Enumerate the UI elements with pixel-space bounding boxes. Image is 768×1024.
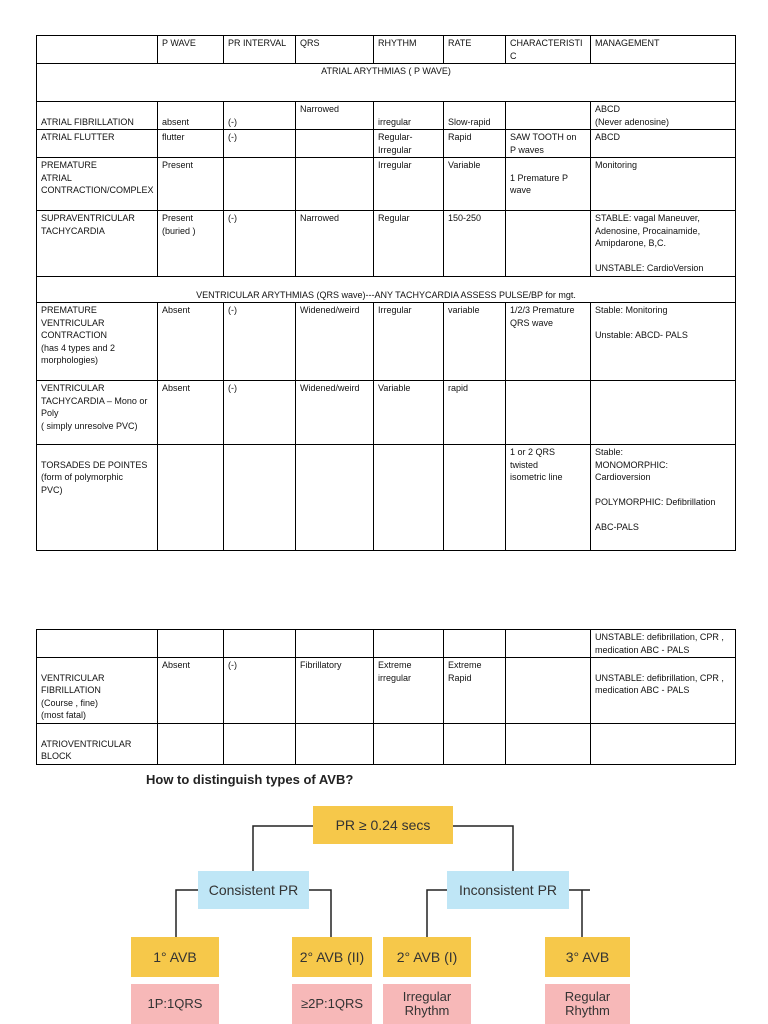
table-cell: Present bbox=[158, 158, 224, 211]
table-cell: Irregular bbox=[374, 303, 444, 381]
header-rate: RATE bbox=[444, 36, 506, 64]
table-cell: Fibrillatory bbox=[296, 658, 374, 724]
table-cell: Variable bbox=[374, 381, 444, 445]
table-cell: irregular bbox=[374, 102, 444, 130]
table-cell: (-) bbox=[224, 130, 296, 158]
table-cell: ABCD bbox=[591, 130, 736, 158]
table-cell: VENTRICULAR TACHYCARDIA – Mono or Poly ( simply unresolve PVC) bbox=[37, 381, 158, 445]
table-cell: flutter bbox=[158, 130, 224, 158]
avb-inconsistent-pr-node: Inconsistent PR bbox=[447, 871, 569, 909]
table-cell: Widened/weird bbox=[296, 303, 374, 381]
table-cell: ABCD (Never adenosine) bbox=[591, 102, 736, 130]
table-cell: Extreme Rapid bbox=[444, 658, 506, 724]
table-cell: SAW TOOTH on P waves bbox=[506, 130, 591, 158]
table-cell: (-) bbox=[224, 658, 296, 724]
table-cell: Stable: Monitoring Unstable: ABCD- PALS bbox=[591, 303, 736, 381]
table-cell: Narrowed bbox=[296, 211, 374, 277]
avb-diagram-title: How to distinguish types of AVB? bbox=[146, 772, 354, 787]
table-cell: Rapid bbox=[444, 130, 506, 158]
avb-second-degree-type1-node: 2° AVB (I) bbox=[383, 937, 471, 977]
avb-third-degree-note: Regular Rhythm bbox=[545, 984, 630, 1024]
table-cell: Regular- Irregular bbox=[374, 130, 444, 158]
table-cell: Stable: MONOMORPHIC: Cardioversion POLYMORPHIC: Defibrillation ABC-PALS bbox=[591, 445, 736, 551]
table-cell: Monitoring bbox=[591, 158, 736, 211]
table-cell: UNSTABLE: defibrillation, CPR , medication ABC - PALS bbox=[591, 658, 736, 724]
table-cell: Narrowed bbox=[296, 102, 374, 130]
section-atrial-title: ATRIAL ARYTHMIAS ( P WAVE) bbox=[37, 64, 736, 102]
table-cell: VENTRICULAR FIBRILLATION (Course , fine) (most fatal) bbox=[37, 658, 158, 724]
table-cell: 1/2/3 Premature QRS wave bbox=[506, 303, 591, 381]
header-rhythm: RHYTHM bbox=[374, 36, 444, 64]
table-cell: UNSTABLE: defibrillation, CPR , medication ABC - PALS bbox=[591, 630, 736, 658]
header-pr-interval: PR INTERVAL bbox=[224, 36, 296, 64]
table-cell: Absent bbox=[158, 381, 224, 445]
table-cell: TORSADES DE POINTES (form of polymorphic PVC) bbox=[37, 445, 158, 551]
table-cell: Present (buried ) bbox=[158, 211, 224, 277]
header-management: MANAGEMENT bbox=[591, 36, 736, 64]
table-cell: (-) bbox=[224, 102, 296, 130]
table-cell: Irregular bbox=[374, 158, 444, 211]
table-cell: ATRIOVENTRICULAR BLOCK bbox=[37, 724, 158, 765]
avb-root-node: PR ≥ 0.24 secs bbox=[313, 806, 453, 844]
table-cell: (-) bbox=[224, 303, 296, 381]
table-cell: PREMATURE VENTRICULAR CONTRACTION (has 4 types and 2 morphologies) bbox=[37, 303, 158, 381]
avb-second-degree-type2-note: ≥2P:1QRS bbox=[292, 984, 372, 1024]
table-cell: 1 or 2 QRS twisted isometric line bbox=[506, 445, 591, 551]
table-cell: ATRIAL FLUTTER bbox=[37, 130, 158, 158]
header-p-wave: P WAVE bbox=[158, 36, 224, 64]
header-qrs: QRS bbox=[296, 36, 374, 64]
avb-second-degree-type1-note: Irregular Rhythm bbox=[383, 984, 471, 1024]
table-cell: 150-250 bbox=[444, 211, 506, 277]
table-cell: Extreme irregular bbox=[374, 658, 444, 724]
table-cell: SUPRAVENTRICULAR TACHYCARDIA bbox=[37, 211, 158, 277]
table-cell: Regular bbox=[374, 211, 444, 277]
avb-first-degree-note: 1P:1QRS bbox=[131, 984, 219, 1024]
table-cell: (-) bbox=[224, 211, 296, 277]
table-cell: 1 Premature P wave bbox=[506, 158, 591, 211]
table-cell: Widened/weird bbox=[296, 381, 374, 445]
avb-first-degree-node: 1° AVB bbox=[131, 937, 219, 977]
table-cell: Slow-rapid bbox=[444, 102, 506, 130]
table-cell: (-) bbox=[224, 381, 296, 445]
header-characteristic: CHARACTERISTI C bbox=[506, 36, 591, 64]
table-cell: STABLE: vagal Maneuver, Adenosine, Procainamide, Amipdarone, B,C. UNSTABLE: CardioVersion bbox=[591, 211, 736, 277]
avb-second-degree-type2-node: 2° AVB (II) bbox=[292, 937, 372, 977]
avb-consistent-pr-node: Consistent PR bbox=[198, 871, 309, 909]
table-cell: variable bbox=[444, 303, 506, 381]
table-cell: Absent bbox=[158, 658, 224, 724]
table-cell: Variable bbox=[444, 158, 506, 211]
table-cell: absent bbox=[158, 102, 224, 130]
table-cell: PREMATURE ATRIAL CONTRACTION/COMPLEX bbox=[37, 158, 158, 211]
section-ventricular-title: VENTRICULAR ARYTHMIAS (QRS wave)---ANY TACHYCARDIA ASSESS PULSE/BP for mgt. bbox=[37, 277, 736, 303]
table-cell: Absent bbox=[158, 303, 224, 381]
avb-third-degree-node: 3° AVB bbox=[545, 937, 630, 977]
table-cell: rapid bbox=[444, 381, 506, 445]
table-cell: ATRIAL FIBRILLATION bbox=[37, 102, 158, 130]
